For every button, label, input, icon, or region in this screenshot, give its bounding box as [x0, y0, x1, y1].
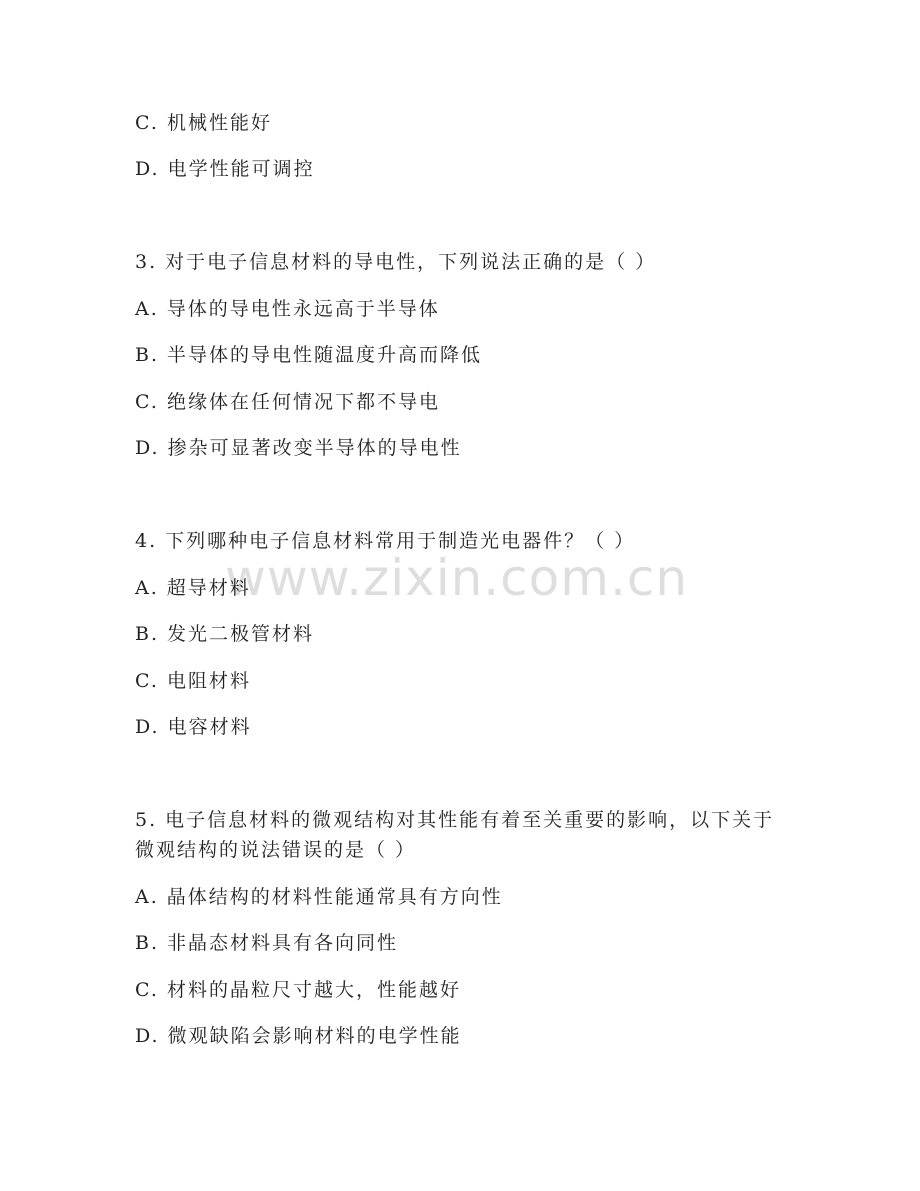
q5-option-d: D. 微观缺陷会影响材料的电学性能 [135, 1025, 462, 1047]
q4-stem: 4. 下列哪种电子信息材料常用于制造光电器件？（ ） [135, 530, 636, 552]
q2-option-c: C. 机械性能好 [135, 112, 272, 134]
q5-option-a: A. 晶体结构的材料性能通常具有方向性 [135, 886, 503, 908]
q3-option-b: B. 半导体的导电性随温度升高而降低 [135, 344, 483, 366]
q5-stem-line1: 5. 电子信息材料的微观结构对其性能有着至关重要的影响，以下关于 [135, 809, 775, 831]
q4-option-b: B. 发光二极管材料 [135, 623, 315, 645]
q4-option-d: D. 电容材料 [135, 716, 252, 738]
q5-option-b: B. 非晶态材料具有各向同性 [135, 932, 399, 954]
q3-option-d: D. 掺杂可显著改变半导体的导电性 [135, 437, 462, 459]
watermark-text: www.zixin.com.cn [225, 549, 689, 607]
q3-stem: 3. 对于电子信息材料的导电性，下列说法正确的是（ ） [135, 251, 657, 273]
q5-stem-line2: 微观结构的说法错误的是（ ） [135, 839, 417, 861]
q3-option-a: A. 导体的导电性永远高于半导体 [135, 298, 440, 320]
q3-option-c: C. 绝缘体在任何情况下都不导电 [135, 391, 440, 413]
q4-option-a: A. 超导材料 [135, 577, 251, 599]
q5-option-c: C. 材料的晶粒尺寸越大，性能越好 [135, 979, 461, 1001]
q2-option-d: D. 电学性能可调控 [135, 158, 315, 180]
q4-option-c: C. 电阻材料 [135, 670, 251, 692]
